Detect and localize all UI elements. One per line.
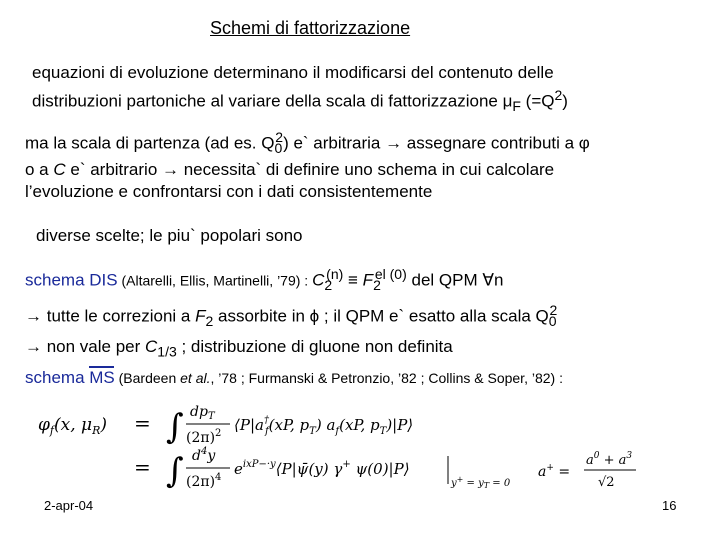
paragraph-choices: diverse scelte; le piu` popolari sono xyxy=(36,226,303,245)
scheme-msbar xyxy=(25,368,563,388)
scheme-dis-line1 xyxy=(25,262,557,298)
scheme-dis-name: schema DIS xyxy=(25,270,118,290)
eq-den-1: $(2\pi)^2$ xyxy=(186,428,222,446)
eq-rhs-num: $a^0 + a^3$ xyxy=(586,451,633,468)
eq-num-2: $d^4y$ xyxy=(192,446,216,464)
eq-integral-2: ∫ xyxy=(166,451,184,491)
equiv-symbol: ≡ xyxy=(343,270,363,290)
italic-symbol: C xyxy=(53,160,66,180)
superscript: (n) xyxy=(326,266,344,282)
paragraph-evolution-line2 xyxy=(32,84,568,117)
eq-eval-sub: $y^+ = y_T = 0$ xyxy=(451,475,511,490)
eq-rhs-a: a+ = xyxy=(538,463,571,480)
scheme-msbar-name: MS xyxy=(89,368,115,387)
text-segment: ) xyxy=(562,91,568,111)
scheme-msbar-prefix: schema xyxy=(25,368,90,387)
slide-title: Schemi di fattorizzazione xyxy=(210,18,411,38)
text-segment: ; distribuzione di gluone non definita xyxy=(176,337,453,357)
text-segment: (=Q xyxy=(520,91,555,111)
eq-body-1: ⟨P|a† f(xP, $p_T$) $a_f(xP$, $p_T)|P⟩$ xyxy=(234,415,414,437)
subscript: 0 xyxy=(548,313,557,330)
subscript: 2 xyxy=(205,313,214,330)
citation: (Altarelli, Ellis, Martinelli, ’79) : xyxy=(117,272,313,289)
footer-page-number: 16 xyxy=(662,498,677,513)
subscript: 2 xyxy=(373,277,381,294)
paragraph-evolution xyxy=(32,62,568,117)
subscript: 2 xyxy=(324,277,333,294)
italic-symbol: C xyxy=(145,337,158,357)
text-segment: del QPM ∀n xyxy=(406,270,504,290)
subscript: 1/3 xyxy=(157,343,177,360)
text-segment: → non vale per xyxy=(25,337,146,357)
scheme-dis xyxy=(25,262,557,364)
italic-symbol: F xyxy=(195,306,206,326)
subscript: 0 xyxy=(274,140,283,157)
italic-symbol: C xyxy=(312,270,325,290)
scheme-dis-line3 xyxy=(25,334,557,364)
eq-body-2: $e^{ixP}-\cdot y⟨P|\psī(y)$ γ+ ψ(0)|P⟩ xyxy=(234,459,410,478)
text-segment: e` arbitrario → necessita` di definire uno schema in cui calcolare xyxy=(65,160,555,180)
parton-distribution-equation xyxy=(38,392,678,492)
text-segment: → tutte le correzioni a xyxy=(25,306,196,326)
paragraph-starting-scale-line3: l’evoluzione e confrontarsi con i dati consistentemente xyxy=(25,182,433,202)
text-segment: assorbite in ϕ ; il QPM e` esatto alla scala Q xyxy=(213,306,549,326)
footer-date: 2-apr-04 xyxy=(44,498,94,513)
paragraph-starting-scale-line2 xyxy=(25,159,590,181)
citation-etal: et al. xyxy=(180,370,211,386)
italic-symbol: F xyxy=(362,270,374,290)
paragraph-starting-scale-line1 xyxy=(25,126,590,159)
eq-equals-2: = xyxy=(134,455,151,479)
text-segment: o a xyxy=(25,160,54,180)
citation: , ’78 ; Furmanski & Petronzio, ’82 ; Collins & Soper, ’82) : xyxy=(210,370,563,386)
eq-den-2: $(2\pi)^4$ xyxy=(186,472,222,490)
paragraph-evolution-line1: equazioni di evoluzione determinano il modificarsi del contenuto delle xyxy=(32,63,554,82)
superscript: el (0) xyxy=(374,266,407,282)
superscript: 2 xyxy=(554,87,563,103)
eq-integral-1: ∫ xyxy=(166,407,184,447)
paragraph-starting-scale xyxy=(25,126,590,203)
text-segment: ) e` arbitraria → assegnare contributi a φ xyxy=(283,133,590,153)
scheme-dis-line2 xyxy=(25,298,557,334)
eq-lhs: $\varphi_f(x$, $\mu_R$) xyxy=(38,415,107,437)
mu-symbol: μ xyxy=(502,91,513,111)
eq-num-1: $dp_T$ xyxy=(190,404,215,422)
superscript: 2 xyxy=(275,129,284,145)
eq-rhs-den: √2 xyxy=(598,475,615,490)
text-segment: ma la scala di partenza (ad es. Q xyxy=(25,133,275,153)
citation: (Bardeen xyxy=(114,370,181,386)
subscript: F xyxy=(512,98,521,115)
superscript: 2 xyxy=(549,302,558,319)
eq-equals-1: = xyxy=(134,411,151,435)
text-segment: distribuzioni partoniche al variare della scala di fattorizzazione xyxy=(32,91,503,111)
